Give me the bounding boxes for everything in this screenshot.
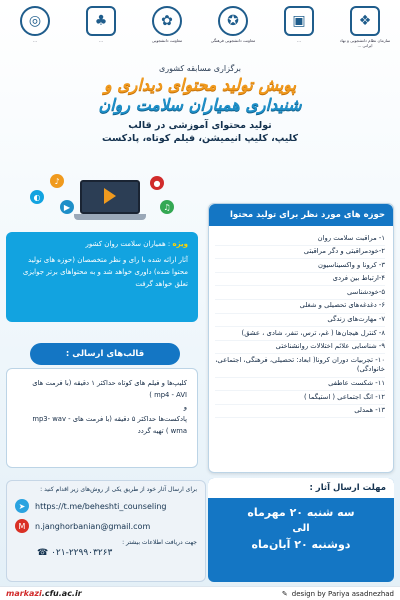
pen-icon: ✎ xyxy=(281,589,288,598)
topic-item: ۷- مهارت‌های زندگی xyxy=(215,314,385,328)
deadline-start: سه شنبه ۲۰ مهرماه xyxy=(247,506,355,519)
telegram-link[interactable]: https://t.me/beheshti_counseling xyxy=(35,501,167,511)
headphone-icon: ◐ xyxy=(30,190,44,204)
email-link[interactable]: n.janghorbanian@gmail.com xyxy=(35,521,151,531)
format-box xyxy=(6,368,198,468)
topic-item: ۱۲- انگ اجتماعی ( استیگما ) xyxy=(215,391,385,405)
deadline-box xyxy=(208,478,394,582)
topic-item: ۳- کرونا و واکسیناسیون xyxy=(215,259,385,273)
logo-3 xyxy=(206,6,260,43)
email-row[interactable] xyxy=(15,519,197,533)
logo-5 xyxy=(74,6,128,43)
main-title xyxy=(0,75,400,115)
phone-number[interactable] xyxy=(15,548,197,558)
phone-icon: ☎ xyxy=(37,548,52,558)
logo-caption: ... xyxy=(99,38,103,43)
deadline-header: مهلت ارسال آثار : xyxy=(208,478,394,498)
topic-item: ۱۱- شکست عاطفی xyxy=(215,378,385,392)
phone-text: ۰۲۱-۲۲۹۹۰۳۲۶۳ xyxy=(51,548,113,558)
ornament-icon: ❖ xyxy=(350,6,380,36)
contact-intro: برای ارسال آثار خود از طریق یکی از روش‌های زیر اقدام کنید : xyxy=(40,486,197,493)
deadline-separator: الی xyxy=(292,523,310,534)
telegram-row[interactable] xyxy=(15,499,197,513)
tree-logo-icon: ♣ xyxy=(86,6,116,36)
topic-item: ۱۰- تجربیات دوران کرونا( ابعاد: تحصیلی، فرهنگی، اجتماعی، خانوادگی) xyxy=(215,354,385,377)
sub-title-line1: تولید محتوای آموزشی در قالب xyxy=(128,120,272,131)
logo-caption: ... xyxy=(33,38,37,43)
format-line2: و xyxy=(183,403,187,411)
prize-audience xyxy=(16,240,188,248)
logo-4 xyxy=(140,6,194,43)
topic-item: ۶- دغدغه‌های تحصیلی و شغلی xyxy=(215,300,385,314)
contact-box xyxy=(6,480,206,582)
prize-highlight: ویژه xyxy=(172,240,188,248)
logo-caption: سازمان نظام دانشجویی و نهاد ایرانی ... xyxy=(339,38,391,48)
logo-6 xyxy=(8,6,62,43)
pre-title: برگزاری مسابقه کشوری xyxy=(159,64,241,73)
topic-item: ۹- شناسایی علائم اختلالات روانشناختی xyxy=(215,341,385,355)
sub-title xyxy=(0,119,400,145)
main-title-line2: شنیداری همیاران سلامت روان xyxy=(98,95,302,114)
university-seal-icon: ✪ xyxy=(218,6,248,36)
topic-item: ۸- کنترل هیجان‌ها ( غم، ترس، تنفر، شادی ، عشق) xyxy=(215,327,385,341)
mic-icon: ♫ xyxy=(160,200,174,214)
logo-caption: ... xyxy=(297,38,301,43)
designer-credit xyxy=(282,590,394,598)
topic-item: ۱۳- همدلی xyxy=(215,405,385,419)
topic-item: ۵-خودشناسی xyxy=(215,286,385,300)
logo-caption: معاونت دانشجویی فرهنگی xyxy=(210,38,256,43)
site-main: markazi xyxy=(6,589,42,598)
topics-header: حوزه های مورد نظر برای تولید محتوا xyxy=(209,204,393,226)
topic-item: ۲-خودمراقبتی و دگر مراقبتی xyxy=(215,246,385,260)
telegram-icon: ➤ xyxy=(15,499,29,513)
logos-row xyxy=(8,6,392,66)
logo-caption: معاونت دانشجویی xyxy=(151,38,183,43)
prize-body: آثار ارائه شده با رای و نظر متخصصان (حوزه های تولید محتوا شده) داوری خواهد شد و به محتواهای برتر جوایزی تعلق خواهد گرفت xyxy=(22,256,188,288)
info-label: جهت دریافت اطلاعات بیشتر : xyxy=(122,539,197,546)
site-watermark[interactable] xyxy=(6,589,82,598)
play-icon xyxy=(104,188,116,204)
logo-1 xyxy=(338,6,392,48)
format-line3: پادکست‌ها حداکثر ۵ دقیقه (با فرمت های mp3- wav - wma ) تهیه گردد xyxy=(32,415,187,435)
deadline-end: دوشنبه ۲۰ آبان‌ماه xyxy=(251,538,351,551)
format-line1: کلیپ‌ها و فیلم های کوتاه حداکثر ۱ دقیقه (با فرمت های mp4 - AVI ) xyxy=(32,379,187,399)
credit-text: design by Pariya asadnezhad xyxy=(291,589,394,598)
email-icon: M xyxy=(15,519,29,533)
sub-title-line2: کلیپ، کلیپ انیمیشن، فیلم کوتاه، پادکست xyxy=(101,133,299,144)
emblem-icon: ▣ xyxy=(284,6,314,36)
media-illustration xyxy=(10,170,200,230)
music-icon: ♪ xyxy=(50,174,64,188)
topic-item: ۴-ارتباط بین فردی xyxy=(215,273,385,287)
footer xyxy=(0,586,400,600)
site-rest: .cfu.ac.ir xyxy=(41,589,82,598)
main-title-line1: پویش تولید محتوای دیداری و xyxy=(103,75,297,94)
camera-icon: ▶ xyxy=(60,200,74,214)
video-icon: ● xyxy=(150,176,164,190)
topics-box xyxy=(208,203,394,473)
logo-2 xyxy=(272,6,326,43)
format-header: قالب‌های ارسالی : xyxy=(30,343,180,365)
prize-audience-text: : همیاران سلامت روان کشور xyxy=(85,240,171,248)
topics-list xyxy=(209,226,393,418)
flower-emblem-icon: ✿ xyxy=(152,6,182,36)
prize-box xyxy=(6,232,198,322)
title-block xyxy=(0,64,400,145)
camera-lens-icon: ◎ xyxy=(20,6,50,36)
topic-item: ۱- مراقبت سلامت روان xyxy=(215,232,385,246)
